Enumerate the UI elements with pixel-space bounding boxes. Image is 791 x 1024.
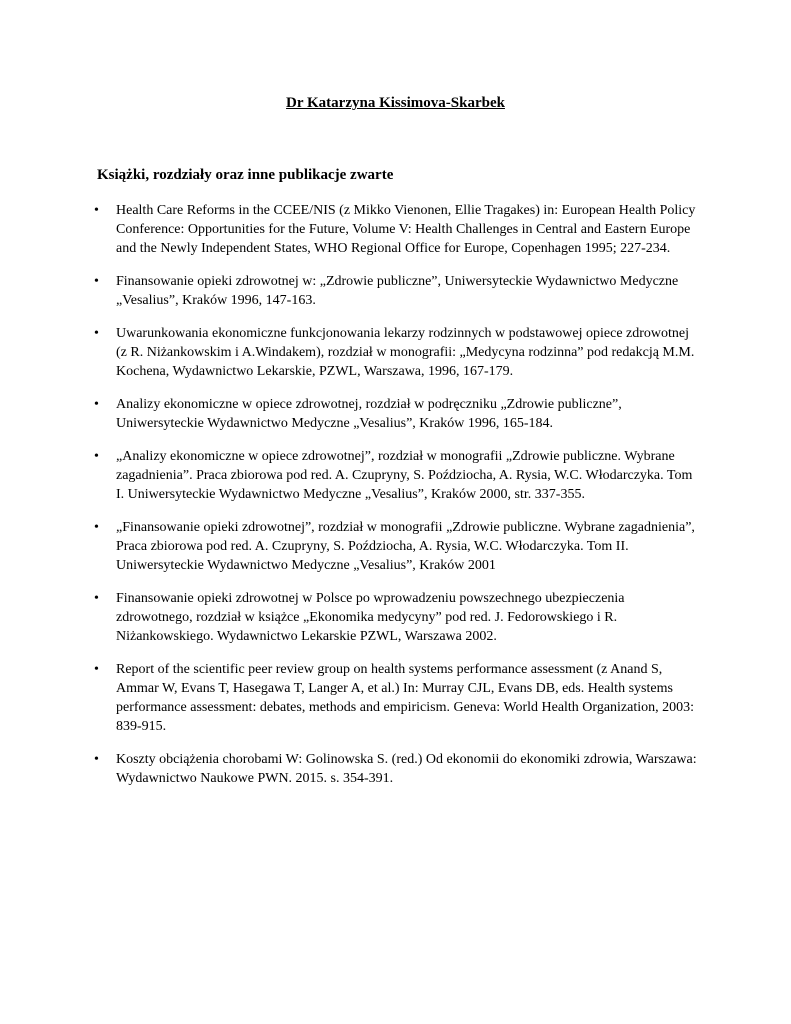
section-heading: Książki, rozdziały oraz inne publikacje zwarte xyxy=(97,167,394,183)
publication-item: • Finansowanie opieki zdrowotnej w Polsce po wprowadzeniu powszechnego ubezpieczenia zdrowotnego, rozdział w książce „Ekonomika medycyny” pod red. J. Fedorowskiego i R. Niżankowskiego. Wydawnictwo Lekarskie PZWL, Warszawa 2002. xyxy=(116,589,701,646)
publication-item: • Uwarunkowania ekonomiczne funkcjonowania lekarzy rodzinnych w podstawowej opiece zdrowotnej (z R. Niżankowskim i A.Windakem), rozdział w monografii: „Medycyna rodzinna” pod redakcją M.M. Kochena, Wydawnictwo Lekarskie, PZWL, Warszawa, 1996, 167-179. xyxy=(116,324,701,381)
publication-item: • Analizy ekonomiczne w opiece zdrowotnej, rozdział w podręczniku „Zdrowie publiczne”, Uniwersyteckie Wydawnictwo Medyczne „Vesalius”, Kraków 1996, 165-184. xyxy=(116,395,701,433)
document-title: Dr Katarzyna Kissimova-Skarbek xyxy=(286,95,505,111)
publication-item: • Finansowanie opieki zdrowotnej w: „Zdrowie publiczne”, Uniwersyteckie Wydawnictwo Medyczne „Vesalius”, Kraków 1996, 147-163. xyxy=(116,272,701,310)
publication-item: • „Finansowanie opieki zdrowotnej”, rozdział w monografii „Zdrowie publiczne. Wybrane zagadnienia”, Praca zbiorowa pod red. A. Czupryny, S. Poździocha, A. Rysia, W.C. Włodarczyka. Tom II. Uniwersyteckie Wydawnictwo Medyczne „Vesalius”, Kraków 2001 xyxy=(116,518,701,575)
publication-list xyxy=(116,201,701,802)
publication-item: • Report of the scientific peer review group on health systems performance assessment (z Anand S, Ammar W, Evans T, Hasegawa T, Langer A, et al.) In: Murray CJL, Evans DB, eds. Health systems performance assessment: debates, methods and empiricism. Geneva: World Health Organization, 2003: 839-915. xyxy=(116,660,701,736)
publication-item: • Koszty obciążenia chorobami W: Golinowska S. (red.) Od ekonomii do ekonomiki zdrowia, Warszawa: Wydawnictwo Naukowe PWN. 2015. s. 354-391. xyxy=(116,750,701,788)
publication-item: • „Analizy ekonomiczne w opiece zdrowotnej”, rozdział w monografii „Zdrowie publiczne. Wybrane zagadnienia”. Praca zbiorowa pod red. A. Czupryny, S. Poździocha, A. Rysia, W.C. Włodarczyka. Tom I. Uniwersyteckie Wydawnictwo Medyczne „Vesalius”, Kraków 2000, str. 337-355. xyxy=(116,447,701,504)
publication-item: • Health Care Reforms in the CCEE/NIS (z Mikko Vienonen, Ellie Tragakes) in: European Health Policy Conference: Opportunities for the Future, Volume V: Health Challenges in Central and Eastern Europe and the Newly Independent States, WHO Regional Office for Europe, Copenhagen 1995; 227-234. xyxy=(116,201,701,258)
